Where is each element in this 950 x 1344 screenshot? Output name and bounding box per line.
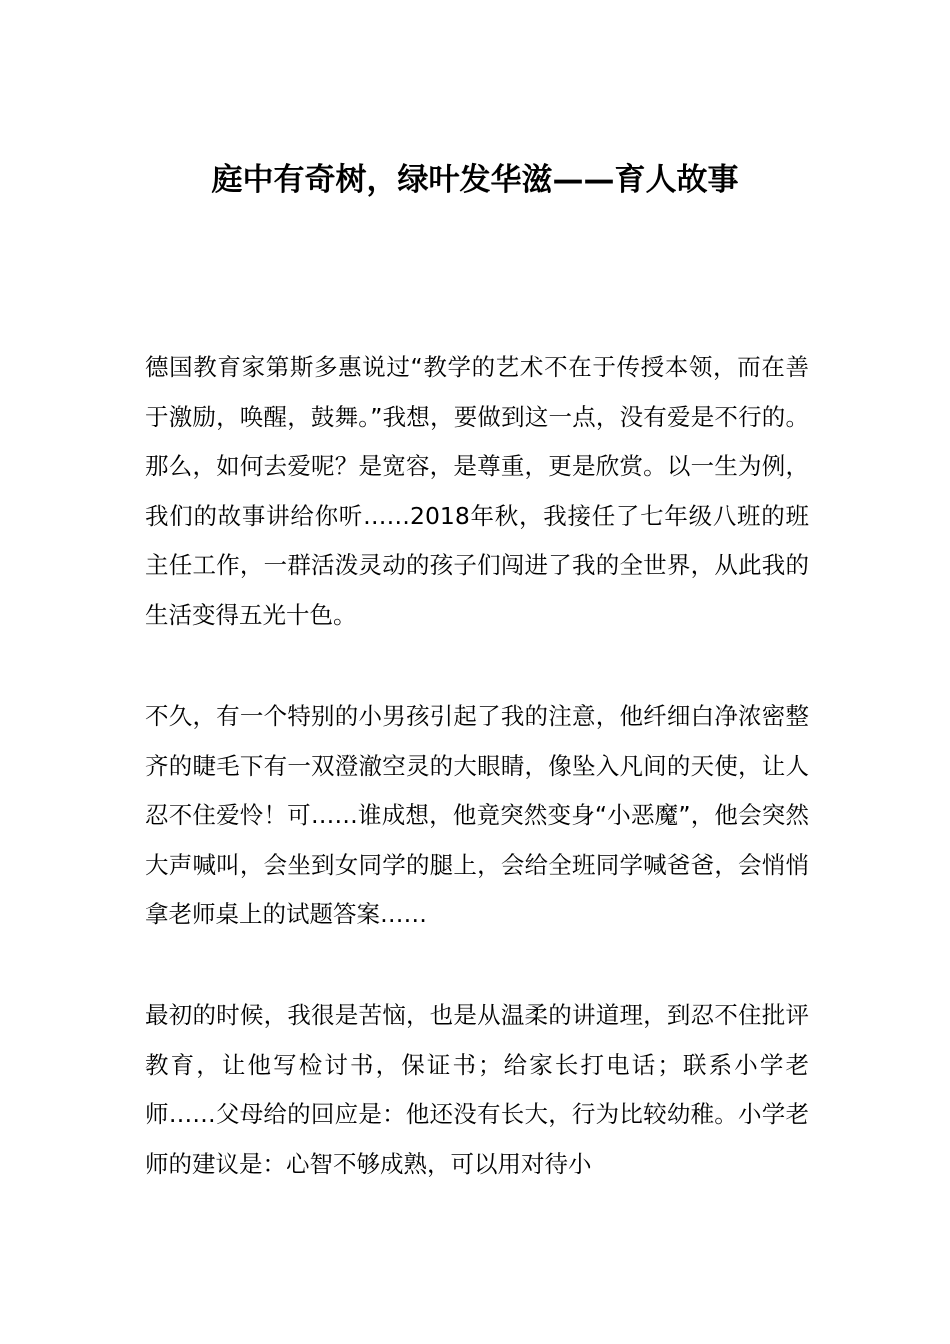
paragraph-1: 德国教育家第斯多惠说过“教学的艺术不在于传授本领，而在善于激励，唤醒，鼓舞。”我想，要做到这一点，没有爱是不行的。那么，如何去爱呢？是宽容，是尊重，更是欣赏。以一生为例，我们的故事讲给你听……2018年秋，我接任了七年级八班的班主任工作，一群活泼灵动的孩子们闯进了我的全世界，从此我的生活变得五光十色。 bbox=[145, 353, 809, 629]
document-title: 庭中有奇树，绿叶发华滋——育人故事 bbox=[211, 162, 739, 198]
paragraph-2: 不久，有一个特别的小男孩引起了我的注意，他纤细白净浓密整齐的睫毛下有一双澄澈空灵的大眼睛，像坠入凡间的天使，让人忍不住爱怜！可……谁成想，他竟突然变身“小恶魔”，他会突然大声喊叫，会坐到女同学的腿上，会给全班同学喊爸爸，会悄悄拿老师桌上的试题答案…… bbox=[145, 702, 809, 929]
paragraph-3: 最初的时候，我很是苦恼，也是从温柔的讲道理，到忍不住批评教育，让他写检讨书，保证书；给家长打电话；联系小学老师……父母给的回应是：他还没有长大，行为比较幼稚。小学老师的建议是：心智不够成熟，可以用对待小 bbox=[145, 1001, 809, 1178]
